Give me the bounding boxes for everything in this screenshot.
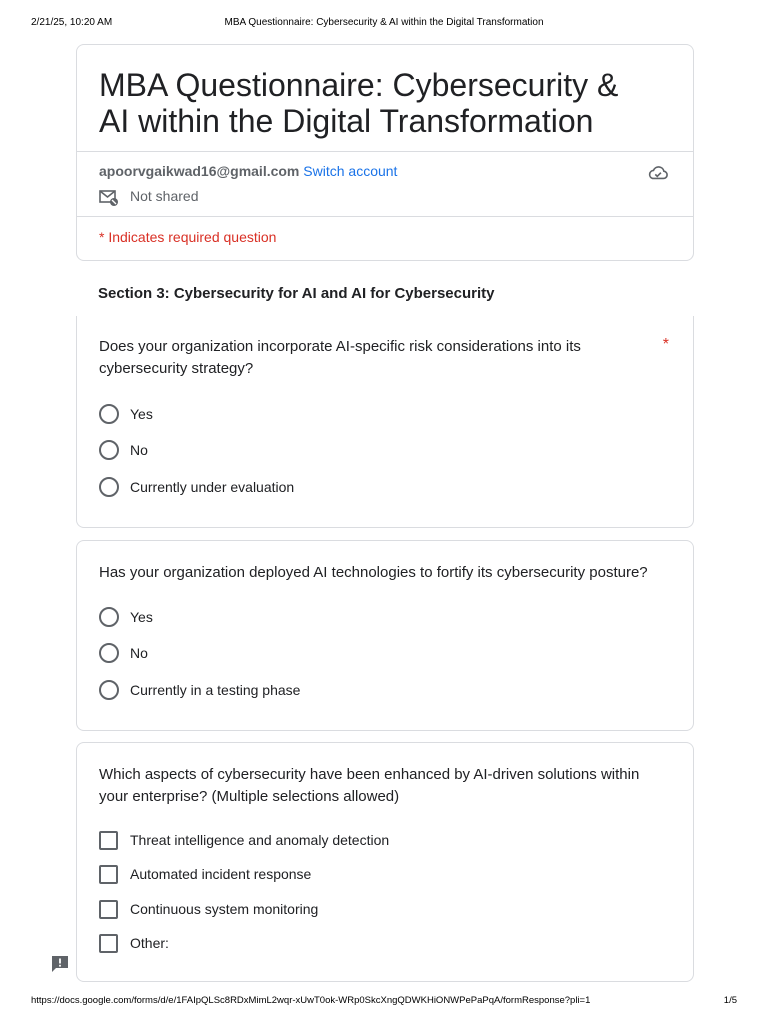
mail-not-shared-icon — [99, 188, 119, 206]
radio-option[interactable] — [99, 678, 300, 702]
checkbox[interactable] — [99, 831, 118, 850]
radio-option[interactable] — [99, 641, 148, 665]
switch-account-link[interactable]: Switch account — [303, 163, 398, 179]
question-card — [76, 540, 694, 731]
checkbox[interactable] — [99, 900, 118, 919]
required-asterisk: * — [662, 336, 669, 353]
account-info — [99, 163, 397, 179]
cloud-saved-icon — [647, 163, 669, 183]
page-number: 1/5 — [723, 995, 737, 1006]
required-note: * Indicates required question — [99, 229, 277, 245]
checkbox-option[interactable] — [99, 897, 318, 921]
checkbox[interactable] — [99, 934, 118, 953]
option-label: Continuous system monitoring — [130, 901, 319, 917]
section-title: Section 3: Cybersecurity for AI and AI for Cybersecurity — [98, 285, 495, 302]
print-url: https://docs.google.com/forms/d/e/1FAIpQLSc8RDxMimL2wqr-xUwT0ok-WRp0SkcXngQDWKHiONWPePaPqA/formResponse?pli=1 — [31, 995, 591, 1006]
option-label: No — [130, 645, 148, 661]
account-email: apoorvgaikwad16@gmail.com — [99, 163, 300, 179]
option-label: Other: — [130, 935, 169, 951]
option-label: Currently in a testing phase — [130, 682, 301, 698]
radio-option[interactable] — [99, 605, 153, 629]
question-text: Has your organization deployed AI technologies to fortify its cybersecurity posture? — [99, 564, 648, 581]
divider — [77, 151, 693, 152]
not-shared-label: Not shared — [130, 188, 199, 204]
option-label: No — [130, 442, 148, 458]
option-label: Yes — [130, 609, 153, 625]
radio-option[interactable] — [99, 475, 294, 499]
radio-button[interactable] — [99, 440, 119, 460]
form-header-card — [76, 44, 694, 261]
option-label: Yes — [130, 406, 153, 422]
radio-button[interactable] — [99, 680, 119, 700]
radio-button[interactable] — [99, 404, 119, 424]
radio-option[interactable] — [99, 438, 148, 462]
print-page-title: MBA Questionnaire: Cybersecurity & AI within the Digital Transformation — [224, 17, 544, 28]
option-label: Automated incident response — [130, 866, 312, 882]
question-text: Which aspects of cybersecurity have been enhanced by AI-driven solutions within your enterprise? (Multiple selections allowed) — [99, 766, 640, 805]
radio-button[interactable] — [99, 477, 119, 497]
checkbox-option[interactable] — [99, 828, 389, 852]
option-label: Currently under evaluation — [130, 479, 295, 495]
question-card — [76, 742, 694, 982]
form-title: MBA Questionnaire: Cybersecurity & AI within the Digital Transformation — [99, 67, 619, 139]
radio-option[interactable] — [99, 402, 153, 426]
divider — [77, 216, 693, 217]
checkbox[interactable] — [99, 865, 118, 884]
radio-button[interactable] — [99, 643, 119, 663]
checkbox-option[interactable] — [99, 862, 311, 886]
print-datetime: 2/21/25, 10:20 AM — [31, 17, 113, 28]
question-text: Does your organization incorporate AI-specific risk considerations into its cybersecurity strategy? — [99, 338, 581, 377]
print-footer — [31, 995, 737, 1009]
print-header — [31, 17, 737, 31]
radio-button[interactable] — [99, 607, 119, 627]
option-label: Threat intelligence and anomaly detection — [130, 832, 390, 848]
checkbox-option[interactable] — [99, 931, 169, 955]
report-feedback-icon[interactable] — [50, 954, 70, 974]
question-card — [76, 316, 694, 528]
